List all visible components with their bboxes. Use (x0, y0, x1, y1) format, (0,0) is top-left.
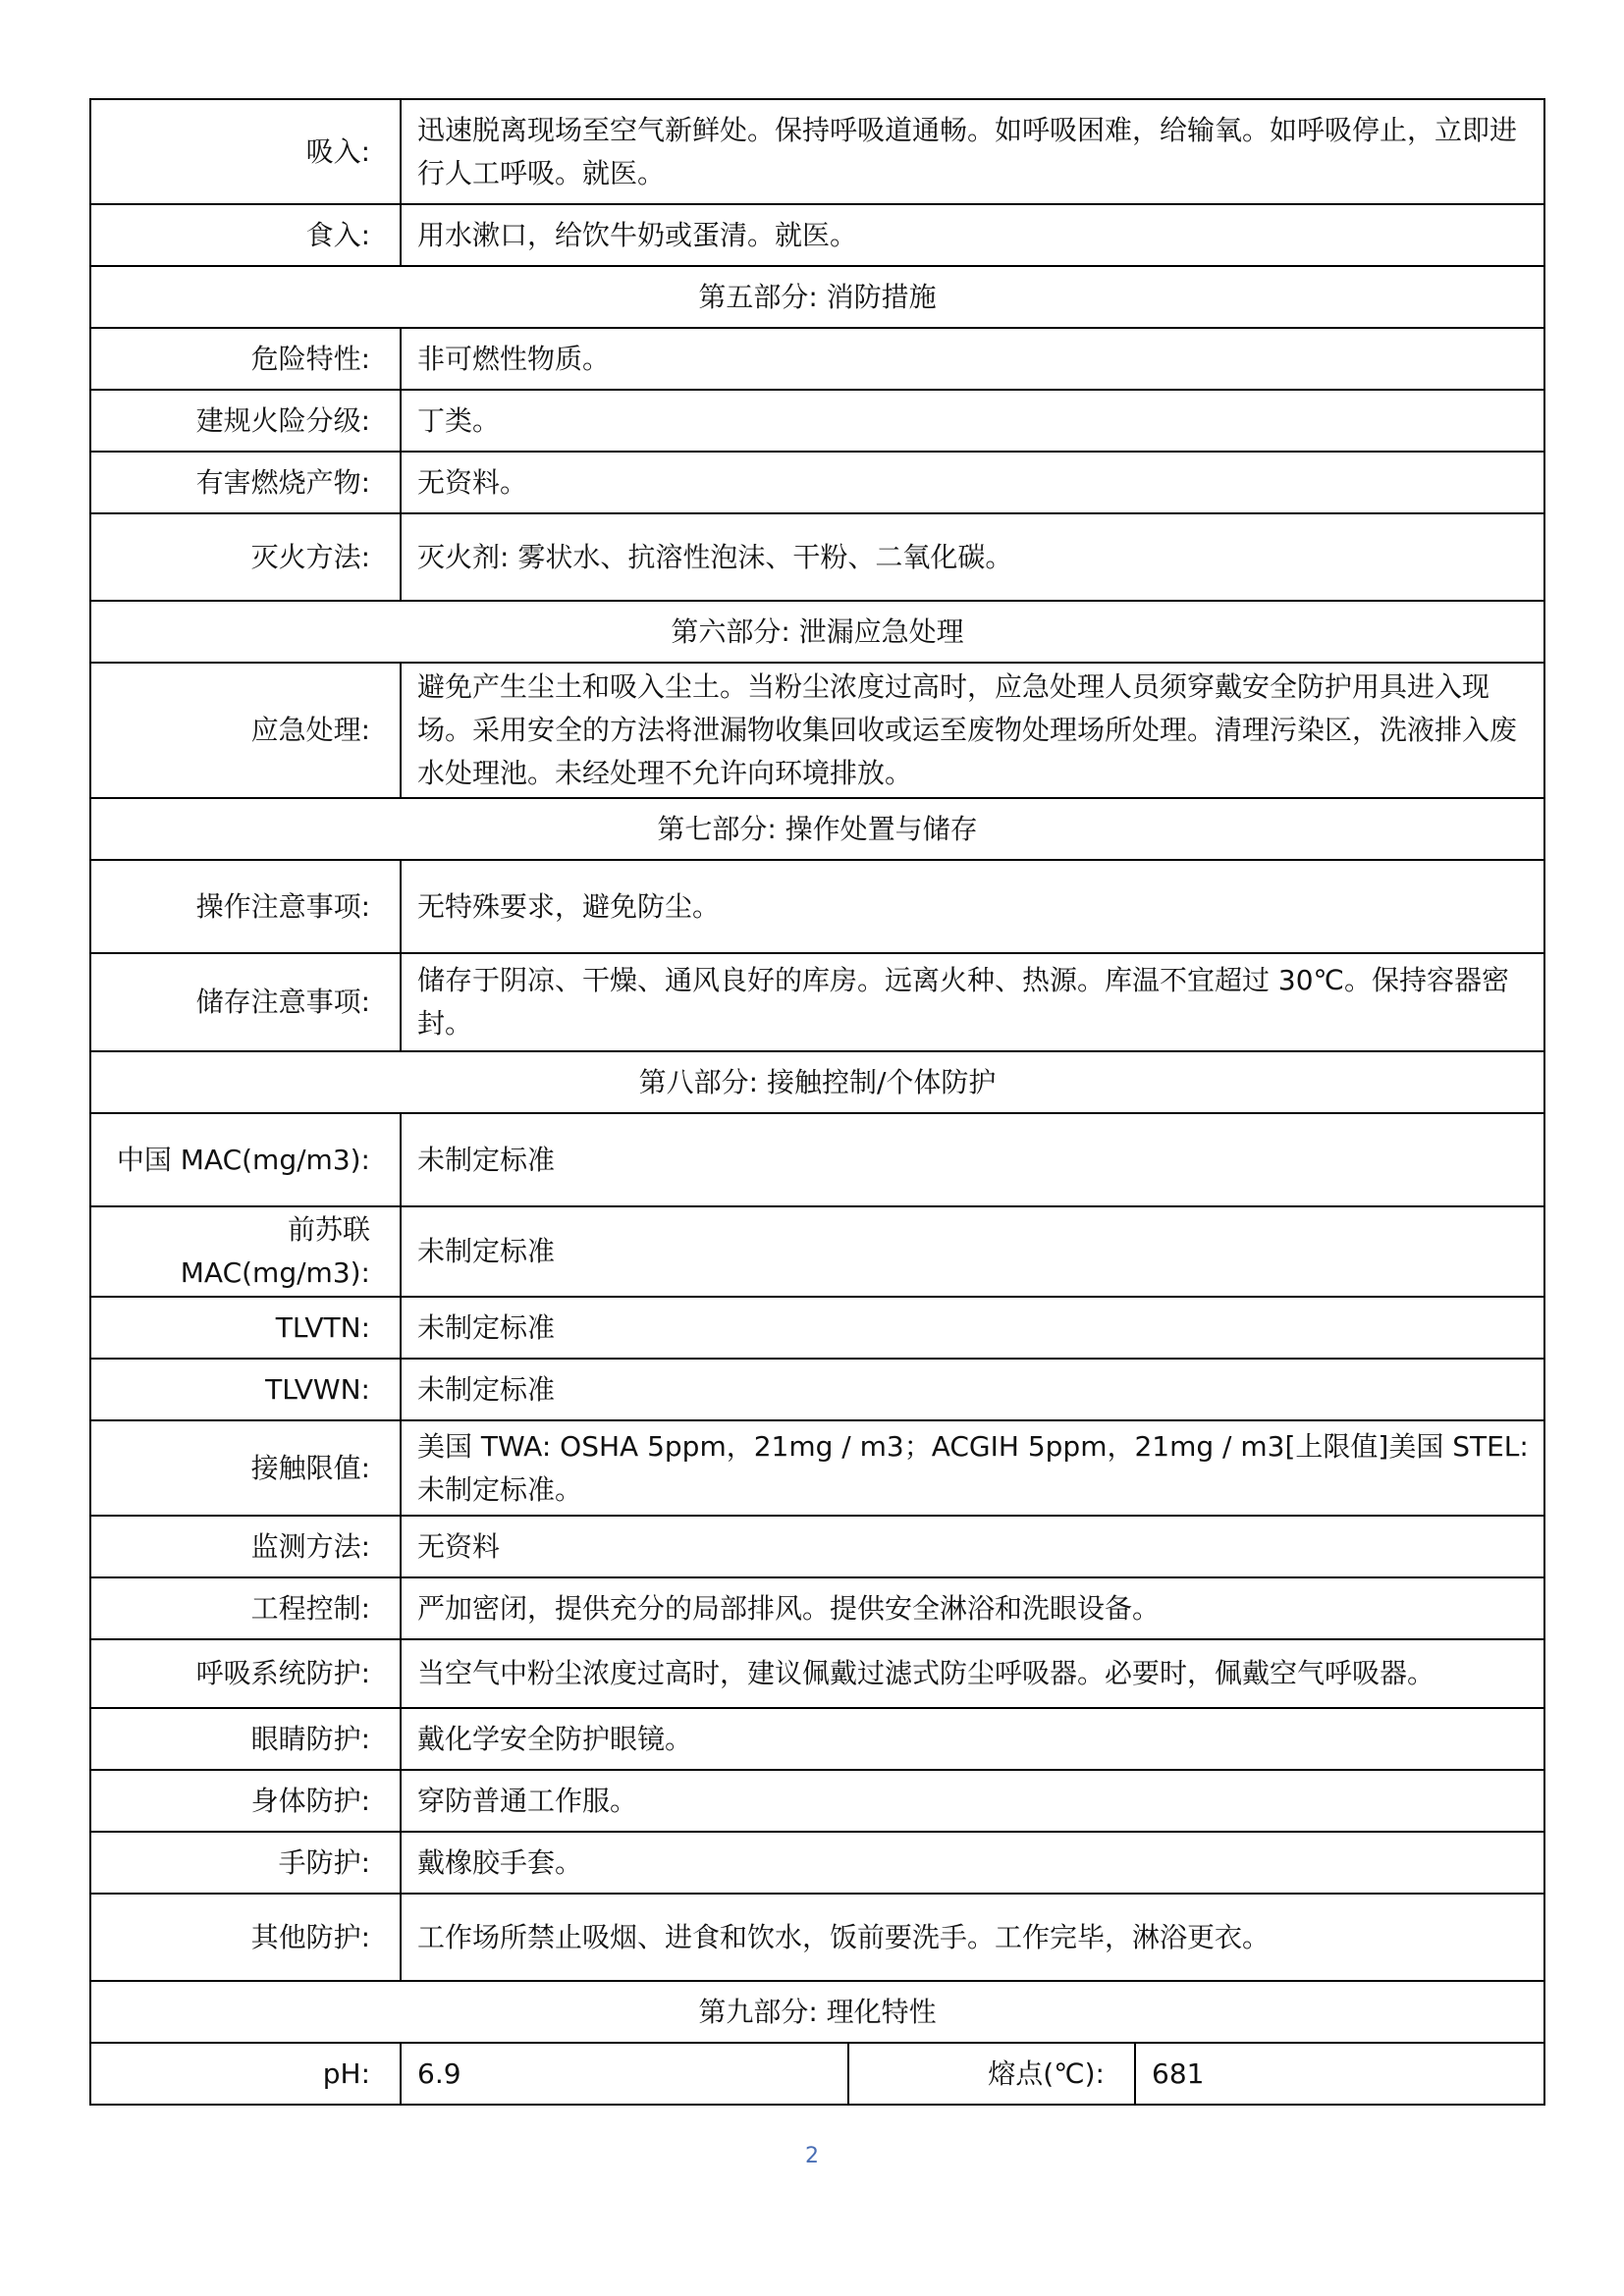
table-row (90, 513, 1544, 601)
row-value: 戴橡胶手套。 (401, 1832, 1544, 1894)
row-label: TLVTN: (90, 1297, 401, 1359)
table-row (90, 1639, 1544, 1708)
table-row (90, 1420, 1544, 1516)
row-value: 工作场所禁止吸烟、进食和饮水，饭前要洗手。工作完毕，淋浴更衣。 (401, 1894, 1544, 1981)
table-row (90, 1577, 1544, 1639)
table-row (90, 1832, 1544, 1894)
row-value: 美国 TWA: OSHA 5ppm，21mg / m3；ACGIH 5ppm，21mg / m3[上限值]美国 STEL: 未制定标准。 (401, 1420, 1544, 1516)
row-label: 接触限值: (90, 1420, 401, 1516)
section-title: 第九部分: 理化特性 (90, 1981, 1544, 2043)
row-value: 用水漱口，给饮牛奶或蛋清。就医。 (401, 204, 1544, 266)
row-value: 未制定标准 (401, 1297, 1544, 1359)
row-label: 手防护: (90, 1832, 401, 1894)
table-row (90, 1516, 1544, 1577)
table-row (90, 860, 1544, 953)
row-label: 前苏联 MAC(mg/m3): (90, 1206, 401, 1297)
table-row (90, 1206, 1544, 1297)
table-row (90, 328, 1544, 390)
row-value: 避免产生尘土和吸入尘土。当粉尘浓度过高时，应急处理人员须穿戴安全防护用具进入现场。采用安全的方法将泄漏物收集回收或运至废物处理场所处理。清理污染区，洗液排入废水处理池。未经处理不允许向环境排放。 (401, 663, 1544, 798)
section-header (90, 798, 1544, 860)
row-value: 无资料。 (401, 452, 1544, 513)
table-row (90, 99, 1544, 204)
row-value: 严加密闭，提供充分的局部排风。提供安全淋浴和洗眼设备。 (401, 1577, 1544, 1639)
row-value: 穿防普通工作服。 (401, 1770, 1544, 1832)
row-value: 未制定标准 (401, 1359, 1544, 1420)
row-label: 危险特性: (90, 328, 401, 390)
row-value: 当空气中粉尘浓度过高时，建议佩戴过滤式防尘呼吸器。必要时，佩戴空气呼吸器。 (401, 1639, 1544, 1708)
row-label: 建规火险分级: (90, 390, 401, 452)
row-label: 应急处理: (90, 663, 401, 798)
table-row (90, 663, 1544, 798)
section-title: 第七部分: 操作处置与储存 (90, 798, 1544, 860)
row-label: 监测方法: (90, 1516, 401, 1577)
section-header (90, 601, 1544, 663)
table-row (90, 1113, 1544, 1206)
table-row (90, 2043, 1544, 2105)
row-label: 灭火方法: (90, 513, 401, 601)
section-header (90, 266, 1544, 328)
page-number: 2 (805, 2144, 819, 2168)
table-row (90, 1894, 1544, 1981)
row-label: 工程控制: (90, 1577, 401, 1639)
melting-point-label: 熔点(℃): (848, 2043, 1135, 2105)
msds-table (89, 98, 1545, 2106)
melting-point-value: 681 (1135, 2043, 1544, 2105)
row-value: 戴化学安全防护眼镜。 (401, 1708, 1544, 1770)
row-value: 未制定标准 (401, 1113, 1544, 1206)
row-label: 食入: (90, 204, 401, 266)
row-value: 灭火剂: 雾状水、抗溶性泡沫、干粉、二氧化碳。 (401, 513, 1544, 601)
section-header (90, 1051, 1544, 1113)
row-value: 储存于阴凉、干燥、通风良好的库房。远离火种、热源。库温不宜超过 30℃。保持容器密封。 (401, 953, 1544, 1051)
table-row (90, 1770, 1544, 1832)
section-title: 第五部分: 消防措施 (90, 266, 1544, 328)
table-row (90, 1359, 1544, 1420)
section-header (90, 1981, 1544, 2043)
row-label: 吸入: (90, 99, 401, 204)
row-label: 储存注意事项: (90, 953, 401, 1051)
msds-page (89, 98, 1543, 2106)
row-value: 非可燃性物质。 (401, 328, 1544, 390)
table-row (90, 390, 1544, 452)
table-row (90, 1297, 1544, 1359)
row-value: 未制定标准 (401, 1206, 1544, 1297)
section-title: 第八部分: 接触控制/个体防护 (90, 1051, 1544, 1113)
row-label: 呼吸系统防护: (90, 1639, 401, 1708)
table-row (90, 204, 1544, 266)
section-title: 第六部分: 泄漏应急处理 (90, 601, 1544, 663)
table-row (90, 452, 1544, 513)
table-row (90, 1708, 1544, 1770)
ph-value: 6.9 (401, 2043, 848, 2105)
row-label: 身体防护: (90, 1770, 401, 1832)
row-label: 其他防护: (90, 1894, 401, 1981)
ph-label: pH: (90, 2043, 401, 2105)
row-label: 操作注意事项: (90, 860, 401, 953)
row-label: 中国 MAC(mg/m3): (90, 1113, 401, 1206)
row-label: TLVWN: (90, 1359, 401, 1420)
table-row (90, 953, 1544, 1051)
row-label: 眼睛防护: (90, 1708, 401, 1770)
row-label: 有害燃烧产物: (90, 452, 401, 513)
row-value: 无特殊要求，避免防尘。 (401, 860, 1544, 953)
row-value: 无资料 (401, 1516, 1544, 1577)
row-value: 迅速脱离现场至空气新鲜处。保持呼吸道通畅。如呼吸困难，给输氧。如呼吸停止，立即进行人工呼吸。就医。 (401, 99, 1544, 204)
row-value: 丁类。 (401, 390, 1544, 452)
